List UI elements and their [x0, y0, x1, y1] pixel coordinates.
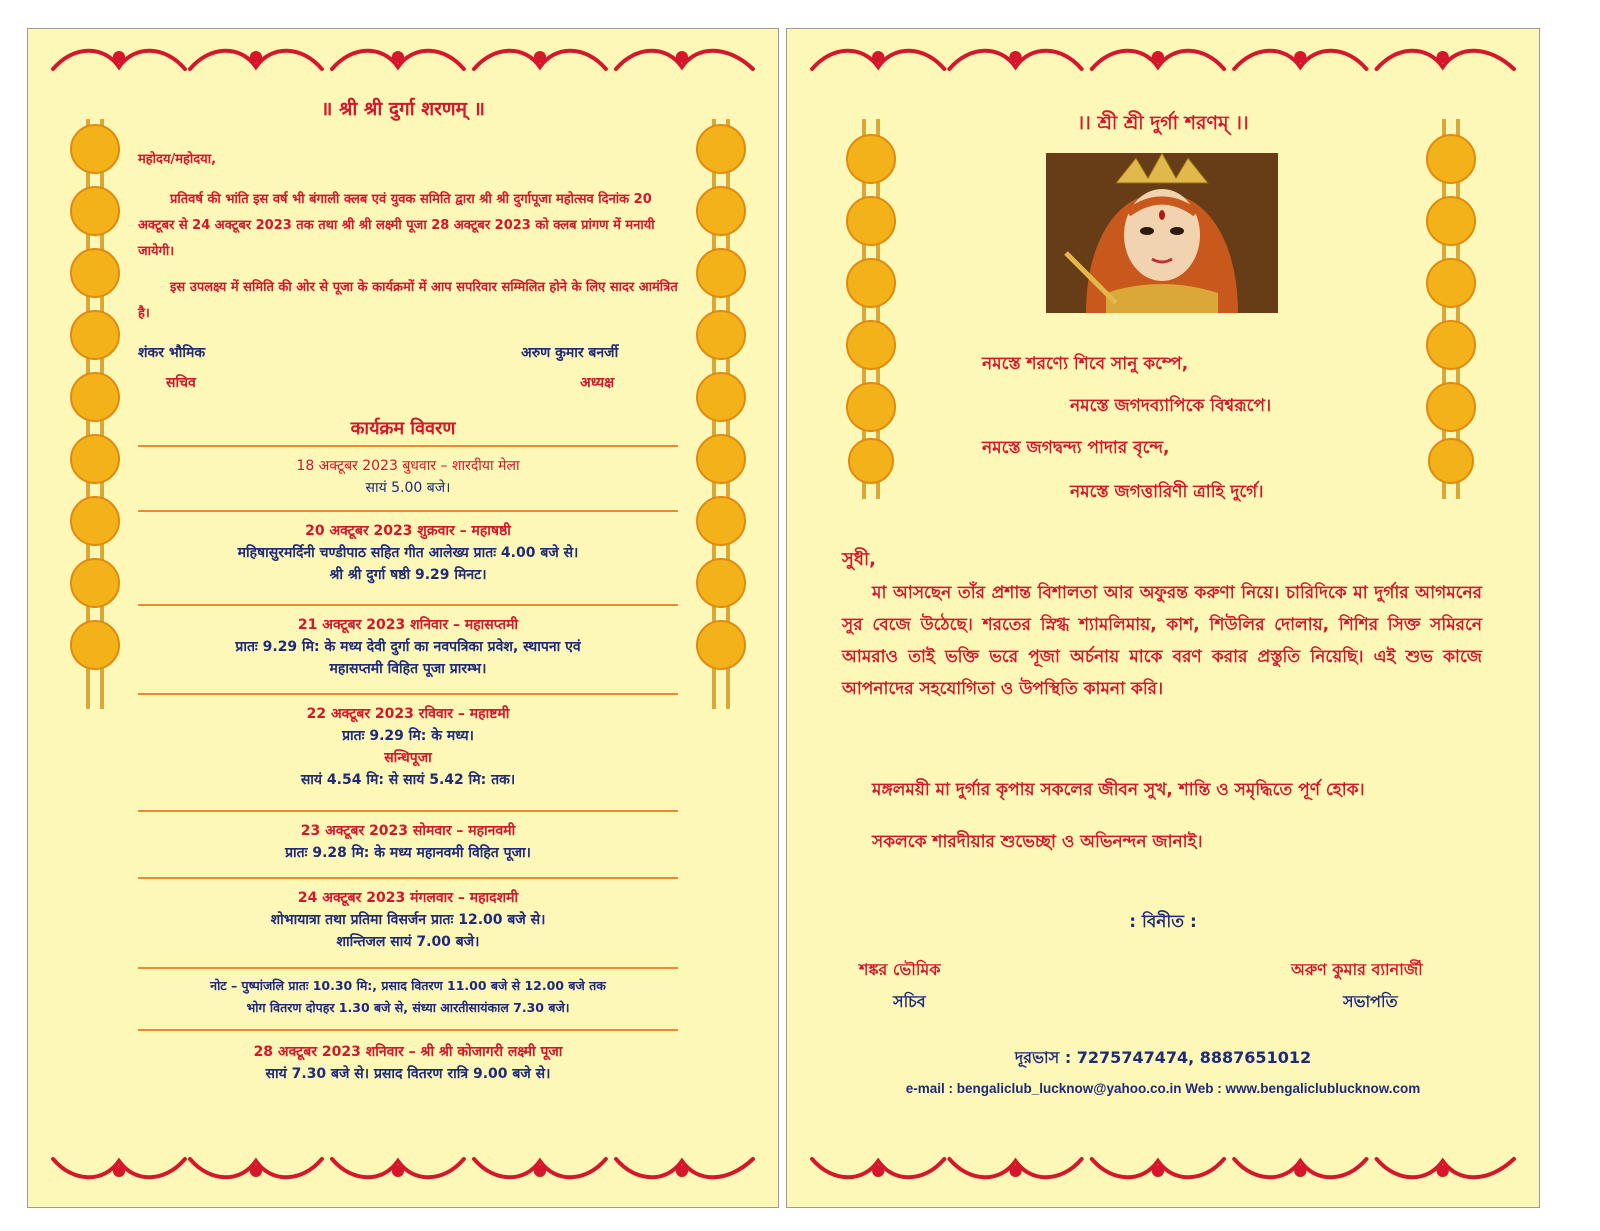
top-decorative-border [48, 37, 758, 89]
secretary-title: সচিব [893, 992, 926, 1011]
greeting-line: সকলকে শারদীয়ার শুভেচ্ছা ও অভিনন্দন জানাই। [872, 832, 1203, 852]
blessing-line: মঙ্গলময়ী মা দুর্গার কৃপায় সকলের জীবন সুখ, শান্তি ও সমৃদ্ধিতে পূর্ণ হোক। [872, 780, 1365, 800]
invitation-paragraph: इस उपलक्ष्य में समिति की ओर से पूजा के कार्यक्रमों में आप सपरिवार सम्मिलित होने के लिए सादर आमंत्रित है। [138, 280, 678, 321]
schedule-heading: 22 अक्टूबर 2023 रविवार – महाष्टमी [306, 706, 510, 722]
secretary-name: शंकर भौमिक [138, 345, 206, 361]
schedule-item [123, 455, 693, 499]
divider [138, 510, 678, 512]
note-line: नोट – पुष्पांजलि प्रातः 10.30 मि:, प्रसाद वितरण 11.00 बजे से 12.00 बजे तक [210, 978, 606, 993]
schedule-detail: सायं 4.54 मि: से सायं 5.42 मि: तक। [300, 772, 516, 788]
page-title: ।। শ্রী শ্রী দুর্গা শরণম্ ।। [1077, 112, 1249, 134]
schedule-note [123, 975, 693, 1019]
schedule-item [123, 614, 693, 680]
president-name: অরুণ কুমার ব্যানার্জী [1291, 960, 1423, 979]
secretary-title: सचिव [166, 375, 196, 391]
salutation: महोदय/महोदया, [138, 152, 217, 167]
schedule-detail: शोभायात्रा तथा प्रतिमा विसर्जन प्रातः 12.00 बजे से। [270, 912, 546, 928]
schedule-item [123, 520, 693, 586]
shloka-line: নমস্তে জগদ্বন্দ্য পাদার বৃন্দে, [982, 438, 1170, 458]
divider [138, 604, 678, 606]
schedule-detail: सायं 7.30 बजे से। प्रसाद वितरण रात्रि 9.00 बजे से। [265, 1066, 551, 1082]
closing-label: : বিনীত : [1129, 912, 1197, 932]
invitation-paragraph: মা আসছেন তাঁর প্রশান্ত বিশালতা আর অফুরন্ত করুণা নিয়ে। চারিদিকে মা দুর্গার আগমনের সুর বেজে উঠেছে। শরতের স্নিগ্ধ শ্যামলিমায়, কাশ, শিউলির দোলায়, শিশির সিক্ত সমিরনে আমরাও তাই ভক্তি ভরে পূজা অর্চনায় মাকে বরণ করার প্রস্তুতি নিয়েছি। এই শুভ কাজে আপনাদের সহযোগিতা ও উপস্থিতি কামনা করি। [842, 583, 1482, 699]
shloka-line: নমস্তে শরণ্যে শিবে সানু কম্পে, [982, 354, 1189, 374]
schedule-heading: 18 अक्टूबर 2023 बुधवार – शारदीया मेला [296, 458, 520, 474]
president-title: अध्यक्ष [580, 375, 615, 391]
shloka-line: নমস্তে জগদব্যাপিকে বিশ্বরূপে। [1070, 396, 1272, 416]
schedule-item [123, 1041, 693, 1085]
schedule-heading: 24 अक्टूबर 2023 मंगलवार – महादशमी [297, 890, 519, 906]
marigold-garland-icon [66, 119, 124, 709]
bottom-decorative-border [807, 1137, 1519, 1189]
schedule-heading: 20 अक्टूबर 2023 शुक्रवार – महाषष्ठी [305, 523, 511, 539]
schedule-detail: प्रातः 9.29 मि: के मध्य देवी दुर्गा का नवपत्रिका प्रवेश, स्थापना एवं [235, 639, 581, 655]
email-web-contact: e-mail : bengaliclub_lucknow@yahoo.co.in Web : www.bengaliclublucknow.com [905, 1081, 1421, 1096]
schedule-detail: प्रातः 9.29 मि: के मध्य। [342, 728, 474, 744]
schedule-detail: महिषासुरमर्दिनी चण्डीपाठ सहित गीत आलेख्य प्रातः 4.00 बजे से। [237, 545, 579, 561]
schedule-item [123, 820, 693, 864]
durga-idol-image [1046, 153, 1278, 313]
shloka-line: নমস্তে জগত্তারিণী ত্রাহি দুর্গে। [1070, 482, 1264, 502]
schedule-heading: 21 अक्टूबर 2023 शनिवार – महासप्तमी [297, 617, 519, 633]
phone-numbers: দূরভাস : 7275747474, 8887651012 [1014, 1048, 1312, 1067]
president-title: সভাপতি [1343, 992, 1398, 1011]
schedule-subheading: सन्धिपूजा [384, 750, 432, 766]
note-line: भोग वितरण दोपहर 1.30 बजे से, संध्या आरतीसायंकाल 7.30 बजे। [246, 1000, 570, 1015]
schedule-detail: महासप्तमी विहित पूजा प्रारम्भ। [329, 661, 487, 677]
secretary-name: শঙ্কর ভৌমিক [859, 960, 941, 979]
hindi-invitation-panel [27, 28, 779, 1208]
bottom-decorative-border [48, 1137, 758, 1189]
bengali-invitation-panel [786, 28, 1540, 1208]
schedule-item [123, 703, 693, 791]
schedule-detail: श्री श्री दुर्गा षष्ठी 9.29 मिनट। [329, 567, 487, 583]
divider [138, 877, 678, 879]
schedule-detail: प्रातः 9.28 मि: के मध्य महानवमी विहित पूजा। [285, 845, 531, 861]
invitation-paragraph: प्रतिवर्ष की भांति इस वर्ष भी बंगाली क्लब एवं युवक समिति द्वारा श्री श्री दुर्गापूजा महोत्सव दिनांक 20 अक्टूबर से 24 अक्टूबर 2023 तक तथा श्री श्री लक्ष्मी पूजा 28 अक्टूबर 2023 को क्लब प्रांगण में मनायी जायेगी। [138, 192, 655, 259]
president-name: अरुण कुमार बनर्जी [521, 345, 619, 361]
divider [138, 967, 678, 969]
divider [138, 1029, 678, 1031]
greeting: সুধী, [842, 549, 876, 570]
schedule-detail: शान्तिजल सायं 7.00 बजे। [336, 934, 480, 950]
top-decorative-border [807, 37, 1519, 89]
marigold-garland-icon [1422, 119, 1480, 499]
marigold-garland-icon [692, 119, 750, 709]
schedule-heading: 28 अक्टूबर 2023 शनिवार – श्री श्री कोजागरी लक्ष्मी पूजा [253, 1044, 563, 1060]
divider [138, 693, 678, 695]
program-title: कार्यक्रम विवरण [350, 418, 456, 439]
schedule-detail: सायं 5.00 बजे। [365, 480, 451, 496]
schedule-heading: 23 अक्टूबर 2023 सोमवार – महानवमी [300, 823, 516, 839]
schedule-item [123, 887, 693, 953]
marigold-garland-icon [842, 119, 900, 499]
page-title: ॥ श्री श्री दुर्गा शरणम् ॥ [320, 98, 486, 120]
divider [138, 445, 678, 447]
divider [138, 810, 678, 812]
